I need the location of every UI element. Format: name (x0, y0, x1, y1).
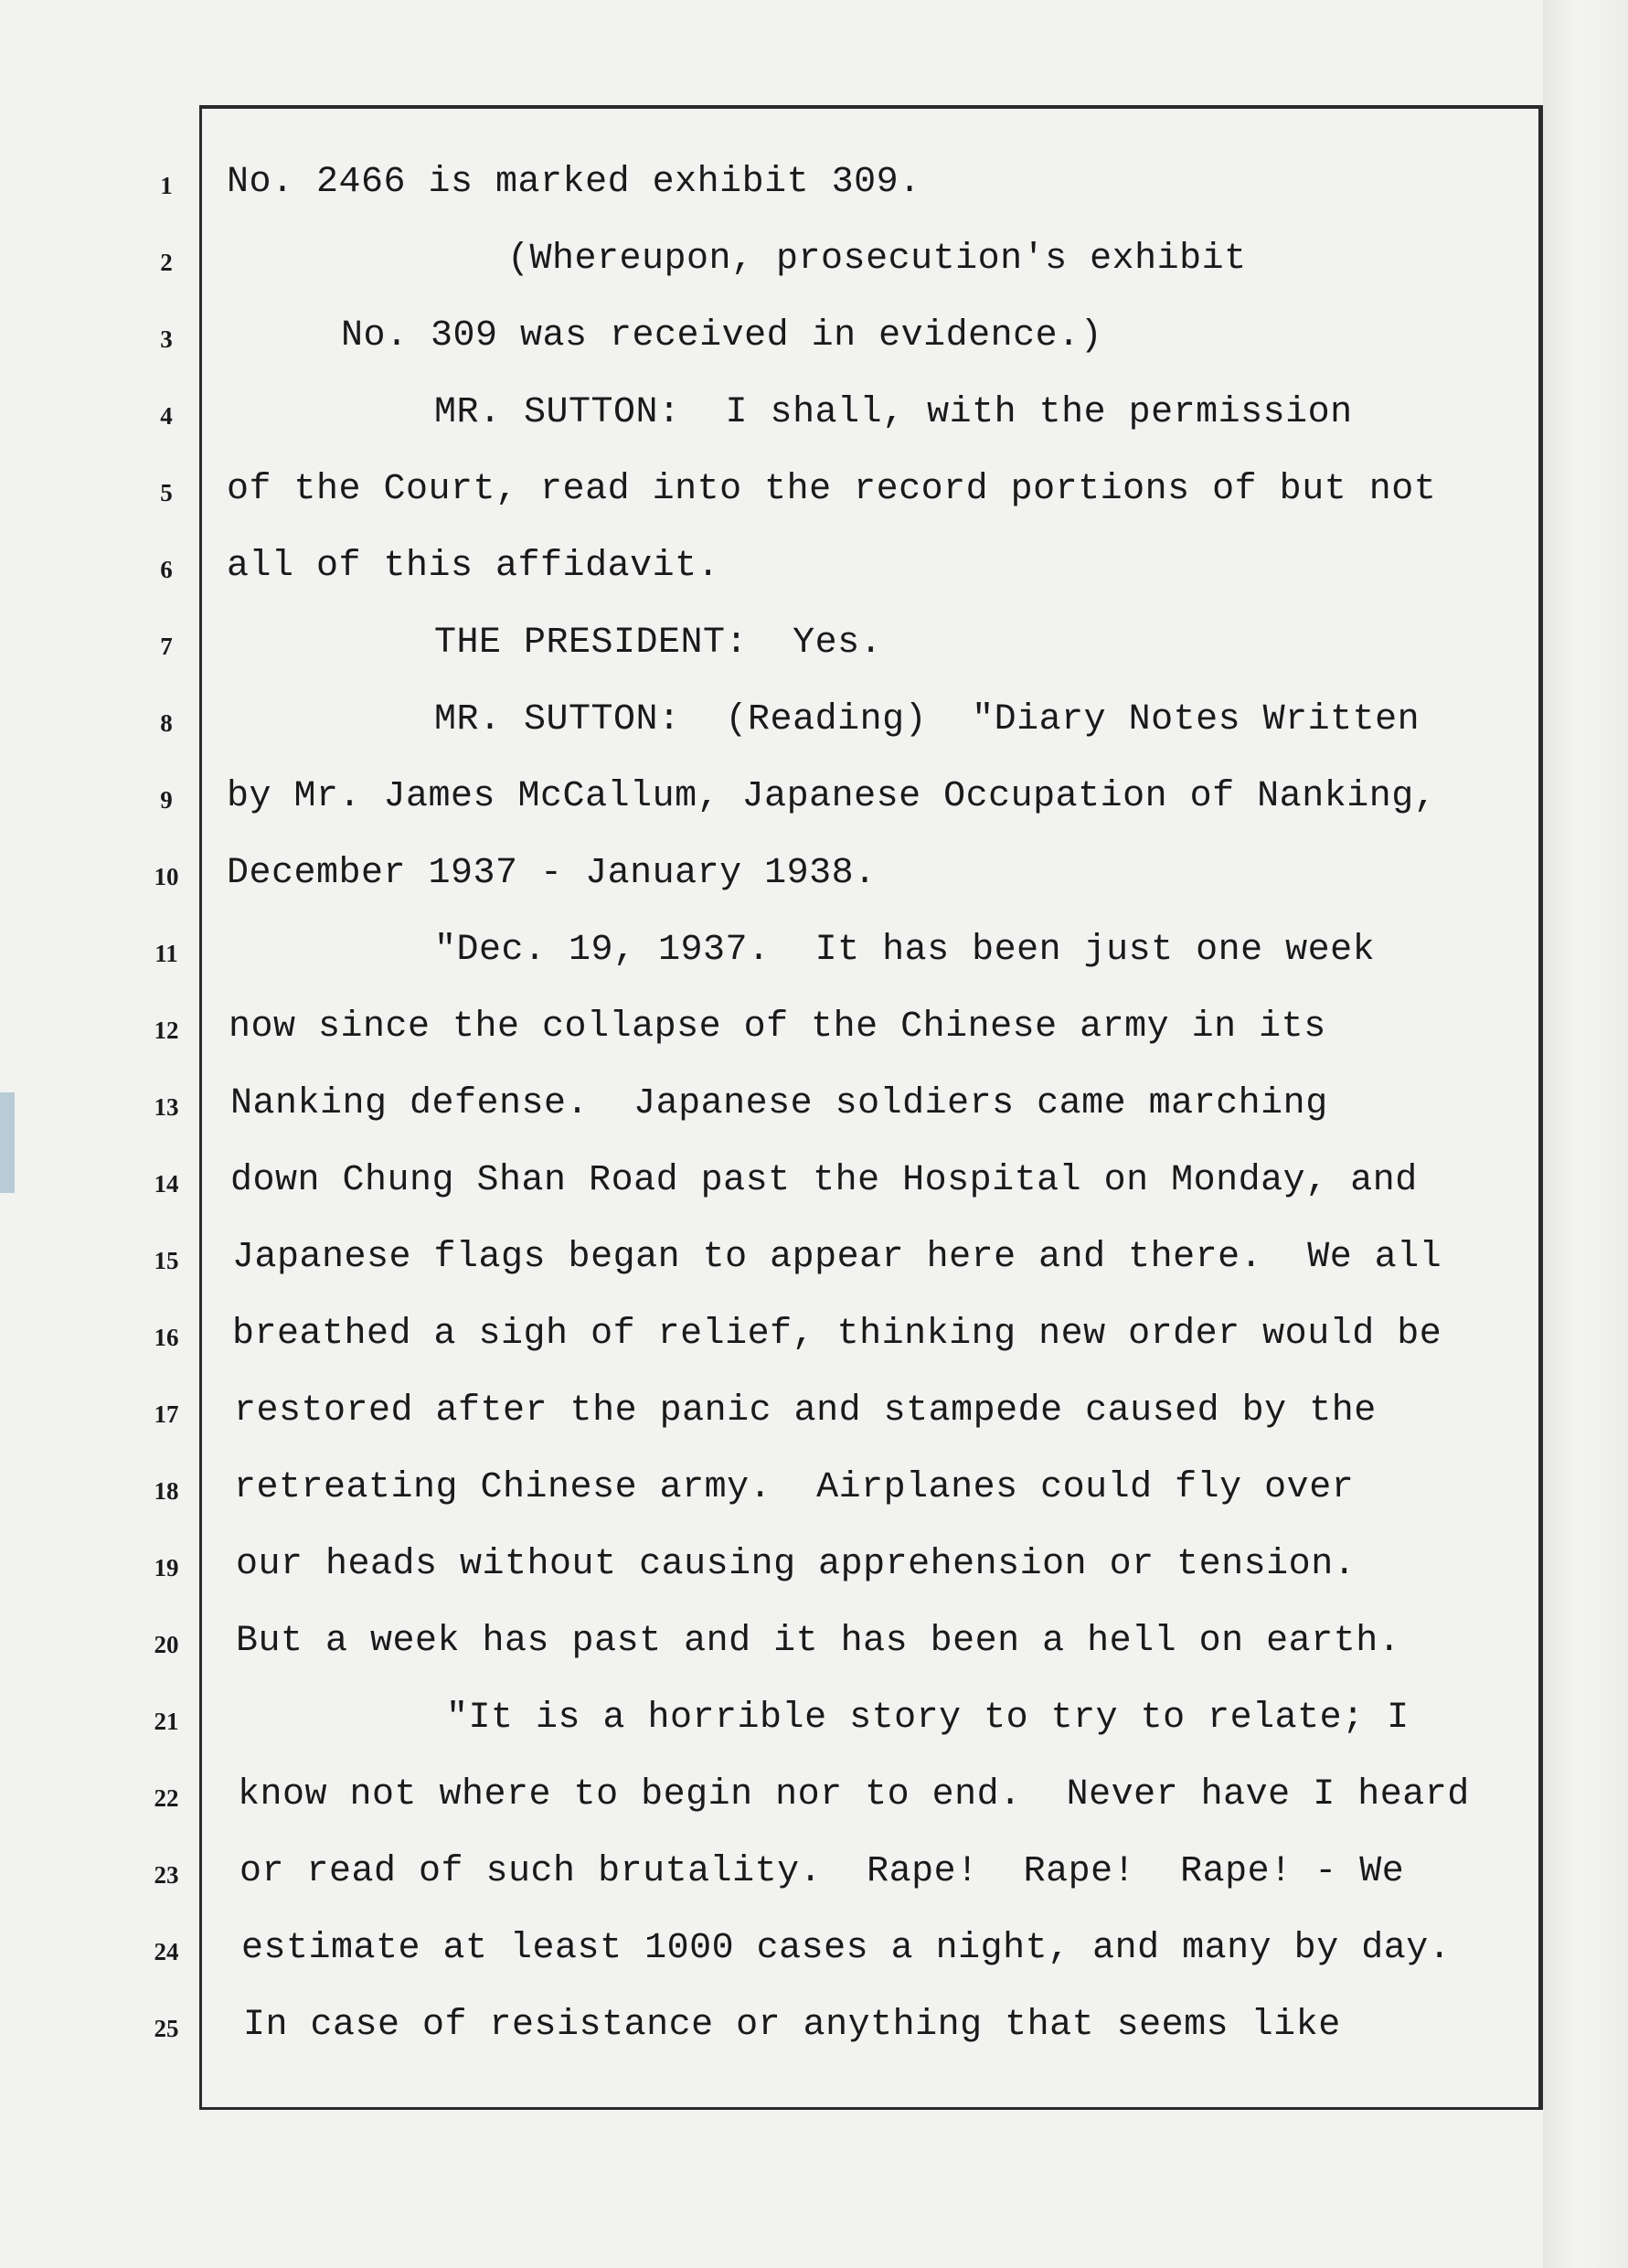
transcript-line: No. 2466 is marked exhibit 309. (227, 162, 921, 203)
line-number: 19 (154, 1554, 179, 1581)
line-number: 18 (154, 1477, 179, 1505)
transcript-line: In case of resistance or anything that seems like (243, 2005, 1341, 2046)
line-number: 22 (154, 1784, 179, 1812)
transcript-line: "It is a horrible story to try to relate; I (446, 1698, 1410, 1739)
line-number: 20 (154, 1631, 179, 1658)
page-edge-shadow (1543, 0, 1628, 2268)
line-number: 1 (160, 172, 173, 199)
transcript-line: THE PRESIDENT: Yes. (434, 623, 883, 664)
transcript-line: or read of such brutality. Rape! Rape! Rape! - We (239, 1851, 1405, 1892)
line-number: 15 (154, 1247, 179, 1274)
transcript-line: our heads without causing apprehension or tension. (236, 1544, 1357, 1585)
transcript-line: But a week has past and it has been a hell on earth. (236, 1621, 1401, 1662)
line-number: 24 (154, 1938, 179, 1965)
line-number: 8 (160, 709, 173, 737)
transcript-line: now since the collapse of the Chinese army in its (229, 1006, 1326, 1048)
line-number: 3 (160, 325, 173, 353)
transcript-line: of the Court, read into the record portions of but not (227, 469, 1437, 510)
transcript-line: all of this affidavit. (227, 546, 720, 587)
line-number: 25 (154, 2015, 179, 2042)
transcript-line: breathed a sigh of relief, thinking new order would be (232, 1314, 1442, 1355)
transcript-line: retreating Chinese army. Airplanes could fly over (234, 1467, 1355, 1508)
line-number: 7 (160, 633, 173, 660)
line-number: 21 (154, 1708, 179, 1735)
transcript-line: MR. SUTTON: I shall, with the permission (434, 392, 1353, 433)
transcript-line: No. 309 was received in evidence.) (341, 315, 1103, 357)
line-number: 9 (160, 786, 173, 814)
transcript-line: Japanese flags began to appear here and there. We all (232, 1237, 1442, 1278)
transcript-line: MR. SUTTON: (Reading) "Diary Notes Written (434, 699, 1421, 740)
line-number: 23 (154, 1861, 179, 1889)
transcript-line: Nanking defense. Japanese soldiers came marching (230, 1083, 1328, 1124)
line-number: 12 (154, 1017, 179, 1044)
transcript-line: know not where to begin nor to end. Never have I heard (238, 1774, 1470, 1815)
transcript-line: by Mr. James McCallum, Japanese Occupation of Nanking, (227, 776, 1437, 817)
transcript-line: down Chung Shan Road past the Hospital on Monday, and (230, 1160, 1418, 1201)
line-number: 17 (154, 1400, 179, 1428)
line-number: 11 (154, 940, 178, 967)
transcript-line: "Dec. 19, 1937. It has been just one week (434, 930, 1376, 971)
line-number: 2 (160, 249, 173, 276)
line-number: 4 (160, 402, 173, 430)
line-number: 13 (154, 1093, 179, 1121)
line-number: 5 (160, 479, 173, 506)
line-number: 10 (154, 863, 179, 890)
transcript-line: December 1937 - January 1938. (227, 853, 877, 894)
line-number: 16 (154, 1324, 179, 1351)
transcript-line: (Whereupon, prosecution's exhibit (507, 239, 1247, 280)
line-number: 6 (160, 556, 173, 583)
transcript-line: restored after the panic and stampede caused by the (234, 1390, 1377, 1432)
transcript-line: estimate at least 1000 cases a night, and many by day. (241, 1928, 1452, 1969)
scan-edge-tab (0, 1092, 15, 1193)
line-number: 14 (154, 1170, 179, 1198)
